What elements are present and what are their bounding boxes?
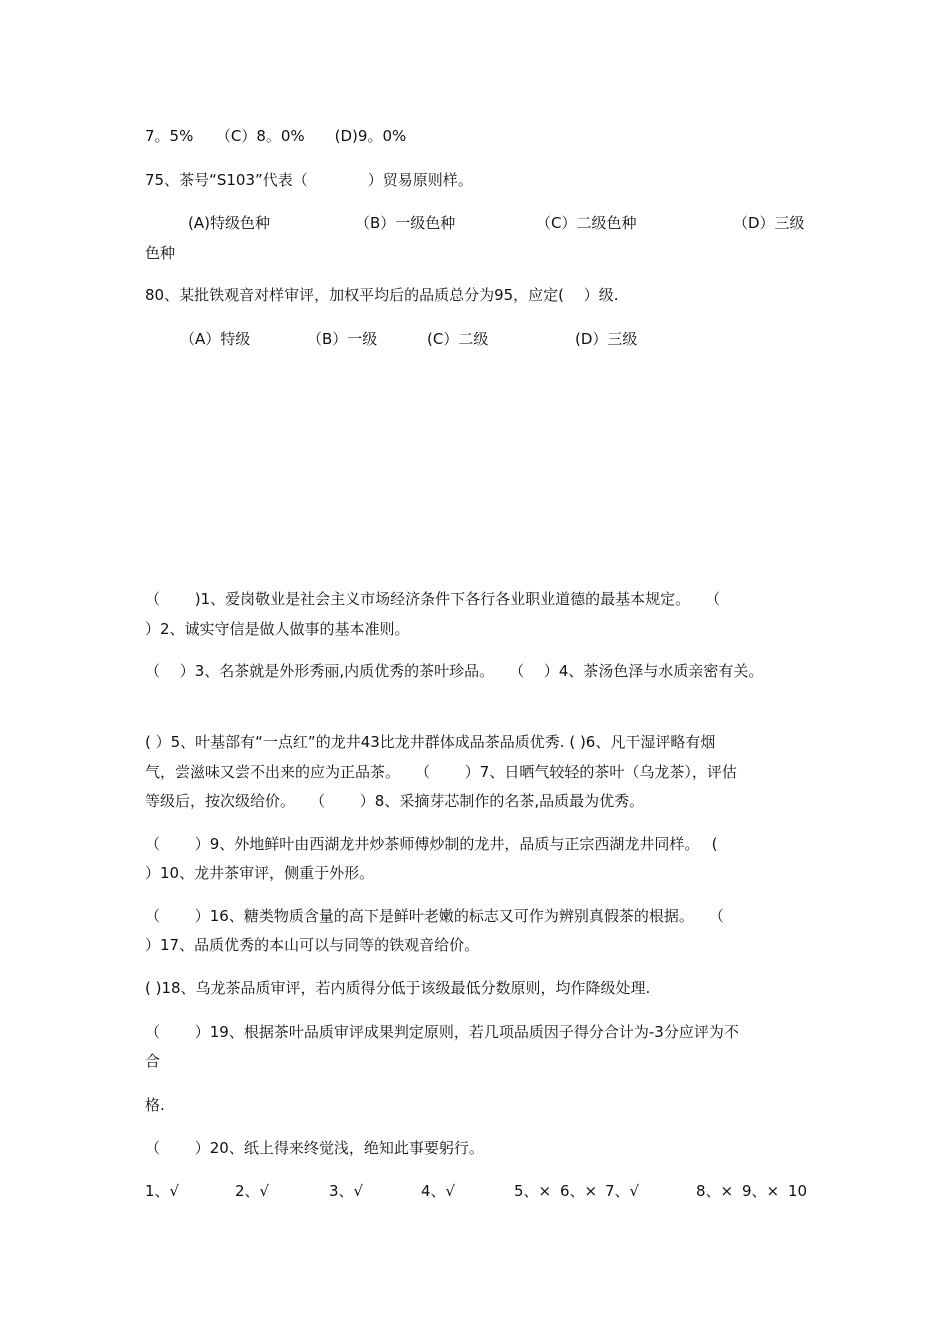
tf-item-9-line: （ ）9、外地鲜叶由西湖龙井炒茶师傅炒制的龙井，品质与正宗西湖龙井同样。 (: [145, 835, 718, 853]
tf-item-18-line: ( )18、乌龙茶品质审评，若内质得分低于该级最低分数原则，均作降级处理.: [145, 979, 651, 997]
tf-item-19-line: （ ）19、根据茶叶品质审评成果判定原则，若几项品质因子得分合计为-3分应评为不: [145, 1023, 739, 1041]
answer-5: 5、×: [514, 1182, 552, 1200]
q75-option-c: （C）二级色种: [536, 214, 637, 232]
answer-6: 6、×: [560, 1182, 598, 1200]
tf-item-20-line: （ ）20、纸上得来终觉浅，绝知此事要躬行。: [145, 1139, 484, 1157]
tf-item-10-line: ）10、龙井茶审评，侧重于外形。: [145, 864, 375, 882]
tf-item-2-line: ）2、诚实守信是做人做事的基本准则。: [145, 620, 410, 638]
q75-option-a: (A)特级色种: [188, 214, 270, 232]
tf-item-17-line: ）17、品质优秀的本山可以与同等的铁观音给价。: [145, 936, 480, 954]
answer-1: 1、√: [145, 1182, 180, 1200]
answer-10: 10: [788, 1182, 808, 1200]
tf-item-1-line: （ )1、爱岗敬业是社会主义市场经济条件下各行各业职业道德的最基本规定。 （: [145, 590, 721, 608]
answer-3: 3、√: [329, 1182, 364, 1200]
tf-item-7-8-line: 等级后，按次级给价。 （ ）8、采摘芽芯制作的名茶,品质最为优秀。: [145, 792, 645, 810]
q80-option-b: （B）一级: [307, 330, 378, 348]
tf-item-5-6-line: ( ）5、叶基部有“一点红”的龙井43比龙井群体成品茶品质优秀. ( )6、凡干湿评略有烟: [145, 733, 716, 751]
tf-item-16-line: （ ）16、糖类物质含量的高下是鲜叶老嫩的标志又可作为辨别真假茶的根据。 （: [145, 907, 724, 925]
q75-option-d-continued: 色种: [145, 244, 176, 262]
q75-option-b: （B）一级色种: [355, 214, 456, 232]
q80-stem: 80、某批铁观音对样审评，加权平均后的品质总分为95，应定( ）级.: [145, 286, 619, 304]
answer-9: 9、×: [742, 1182, 780, 1200]
answer-8: 8、×: [696, 1182, 734, 1200]
tf-item-6-7-line: 气，尝滋味又尝不出来的应为正品茶。 （ ）7、日晒气较轻的茶叶（乌龙茶），评估: [145, 763, 737, 781]
q75-option-d: （D）三级: [733, 214, 805, 232]
q80-option-c: (C）二级: [427, 330, 489, 348]
q80-option-a: （A）特级: [180, 330, 251, 348]
answer-2: 2、√: [235, 1182, 270, 1200]
q75-stem: 75、茶号“S103”代表（ ）贸易原则样。: [145, 171, 473, 189]
answer-7: 7、√: [605, 1182, 640, 1200]
tf-item-19-continued-1: 合: [145, 1052, 161, 1070]
answer-4: 4、√: [421, 1182, 456, 1200]
tf-item-19-continued-2: 格.: [145, 1096, 165, 1114]
tf-item-3-4-line: （ ）3、名茶就是外形秀丽,内质优秀的茶叶珍品。 （ ）4、茶汤色泽与水质亲密有关。: [145, 662, 764, 680]
q80-option-d: (D）三级: [575, 330, 638, 348]
q74-options-continued: 7。5% （C）8。0% (D)9。0%: [145, 127, 407, 145]
